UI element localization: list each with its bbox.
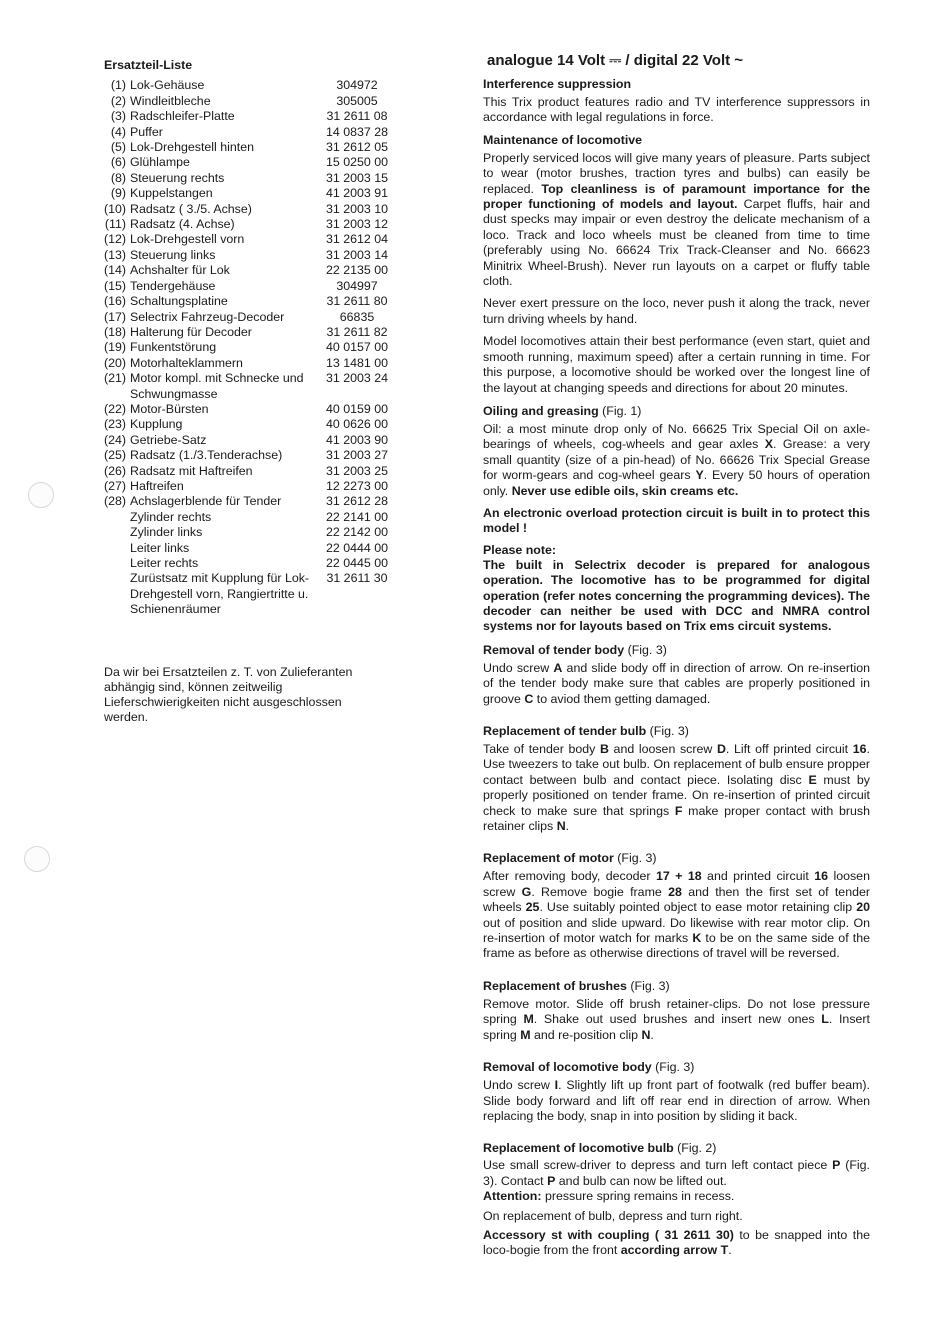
text-accessory: Accessory st with coupling ( 31 2611 30) to be snapped into the loco-bogie from the front according arrow T. [483, 1227, 870, 1258]
part-name: Motor kompl. mit Schnecke und Schwungmasse [130, 371, 304, 401]
heading-tender-bulb: Replacement of tender bulb (Fig. 3) [483, 724, 689, 738]
part-name: Leiter links [130, 540, 190, 555]
parts-row [100, 248, 400, 263]
part-name: Radschleifer-Platte [130, 109, 235, 124]
parts-row [100, 109, 400, 124]
section-oiling [483, 403, 870, 499]
part-number: (15) [103, 278, 126, 293]
part-code: 31 2003 15 [325, 170, 388, 185]
part-code: 22 2135 00 [325, 263, 388, 278]
supply-note: Da wir bei Ersatzteilen z. T. von Zulieferanten abhängig sind, können zeitweilig Lieferschwierigkeiten nicht ausgeschlossen werden. [104, 664, 353, 724]
part-code: 31 2003 27 [325, 448, 388, 463]
section-tender-bulb [483, 723, 870, 834]
part-code: 40 0157 00 [325, 340, 388, 355]
part-name: Steuerung rechts [130, 170, 225, 185]
heading-brushes: Replacement of brushes (Fig. 3) [483, 978, 670, 993]
heading-oiling: Oiling and greasing (Fig. 1) [483, 403, 642, 418]
part-name: Achshalter für Lok [130, 263, 230, 278]
part-code: 22 0445 00 [325, 556, 388, 570]
part-number: (21) [103, 371, 126, 386]
part-code: 31 2611 30 [326, 571, 388, 586]
part-code: 22 2141 00 [325, 509, 388, 524]
part-name: Motorhalteklammern [130, 355, 243, 370]
part-number: (2) [110, 93, 126, 108]
parts-list-column [100, 58, 400, 725]
part-number: (28) [103, 494, 126, 509]
text-loco-body: Undo screw I. Slightly lift up front part of footwalk (red buffer beam). Slide body forward and lift off rear end in direction of arrow. When replacing the body, snap in into position by sliding it back. [483, 1078, 870, 1123]
part-code: 31 2611 08 [326, 109, 388, 124]
section-maintenance [483, 132, 870, 396]
part-number: (9) [110, 186, 126, 201]
part-code: 304972 [336, 78, 378, 93]
parts-row [100, 310, 400, 325]
part-name: Zurüstsatz mit Kupplung für Lok-Drehgestell vorn, Rangiertritte u. Schienenräumer [130, 571, 310, 617]
parts-row [100, 356, 400, 371]
part-name: Puffer [130, 124, 163, 139]
section-motor [483, 850, 870, 961]
part-name: Glühlampe [130, 155, 190, 170]
parts-row [100, 464, 400, 479]
part-code: 31 2003 24 [325, 371, 388, 386]
parts-row [100, 556, 400, 571]
parts-row [100, 232, 400, 247]
text-interference: This Trix product features radio and TV interference suppressors in accordance with legal regulations in force. [483, 95, 870, 125]
part-number: (11) [104, 217, 126, 232]
part-number: (25) [103, 448, 126, 463]
part-code: 22 2142 00 [325, 525, 388, 540]
part-number: (10) [103, 201, 126, 216]
part-number: (19) [103, 340, 126, 355]
section-overload [483, 506, 870, 537]
part-number: (5) [110, 140, 126, 155]
parts-row [100, 448, 400, 463]
part-number: (26) [103, 463, 126, 478]
part-code: 31 2003 14 [325, 247, 388, 262]
punch-hole-top [28, 482, 54, 508]
section-loco-bulb [483, 1140, 870, 1258]
parts-row [100, 525, 400, 540]
part-name: Selectrix Fahrzeug-Decoder [130, 309, 285, 324]
part-code: 31 2612 05 [325, 140, 388, 155]
part-number: (14) [103, 263, 126, 278]
parts-list [100, 78, 400, 617]
part-code: 41 2003 90 [325, 432, 388, 447]
instructions-column [483, 52, 870, 1259]
parts-list-title: Ersatzteil-Liste [104, 58, 193, 72]
part-code: 31 2611 80 [326, 294, 388, 309]
parts-row [100, 140, 400, 155]
part-number: (16) [103, 294, 126, 309]
section-tender-body [483, 642, 870, 707]
section-interference [483, 76, 870, 126]
part-code: 66835 [339, 309, 375, 324]
parts-row [100, 78, 400, 93]
heading-please-note: Please note: [483, 542, 556, 557]
text-loco-bulb: Use small screw-driver to depress and turn left contact piece P (Fig. 3). Contact P and bulb can now be lifted out. Attention: pressure spring remains in recess. [483, 1158, 871, 1204]
part-number: (8) [110, 170, 126, 185]
part-code: 31 2003 25 [325, 463, 388, 478]
text-oiling: Oil: a most minute drop only of No. 66625 Trix Special Oil on axle-bearings of wheels, cog-wheels and gear axles X. Grease: a very small quantity (size of a pin-head) of No. 66626 Trix Special Grease for worm-gears and cog-wheel gears Y. Every 50 hours of operation only. Never use edible oils, skin creams etc. [483, 421, 870, 498]
part-code: 31 2003 12 [325, 217, 388, 232]
part-name: Steuerung links [130, 247, 216, 262]
parts-row [100, 417, 400, 432]
part-name: Kupplung [130, 417, 183, 432]
part-code: 41 2003 91 [325, 186, 388, 201]
part-name: Lok-Drehgestell vorn [130, 232, 245, 247]
part-number: (23) [103, 417, 126, 432]
text-please-note: The built in Selectrix decoder is prepared for analogous operation. The locomotive has to be programmed for digital operation (refer notes concerning the programming devices). The decoder can neither be used with DCC and NMRA control systems nor for layouts based on Trix ems circuit systems. [483, 557, 870, 634]
parts-row [100, 340, 400, 355]
part-name: Radsatz (4. Achse) [130, 217, 235, 232]
part-code: 305005 [336, 93, 378, 108]
parts-row [100, 294, 400, 309]
part-name: Radsatz mit Haftreifen [130, 463, 253, 478]
heading-interference: Interference suppression [483, 77, 632, 91]
parts-row [100, 325, 400, 340]
parts-row [100, 217, 400, 232]
part-name: Lok-Gehäuse [130, 78, 205, 93]
part-code: 31 2612 28 [325, 494, 388, 509]
parts-row [100, 155, 400, 170]
parts-row [100, 94, 400, 109]
parts-row [100, 371, 400, 402]
part-number: (18) [103, 324, 126, 339]
section-loco-body [483, 1059, 870, 1124]
part-code: 13 1481 00 [325, 355, 388, 370]
part-name: Zylinder rechts [130, 509, 212, 524]
part-number: (4) [110, 124, 126, 139]
part-code: 15 0250 00 [325, 155, 388, 170]
part-name: Haftreifen [130, 478, 184, 493]
parts-row [100, 571, 400, 617]
text-tender-body: Undo screw A and slide body off in direction of arrow. On re-insertion of the tender body make sure that cables are properly positioned in groove C to aviod them getting damaged. [483, 660, 870, 706]
part-name: Leiter rechts [130, 556, 199, 570]
heading-loco-bulb: Replacement of locomotive bulb (Fig. 2) [483, 1141, 717, 1156]
part-number: (12) [103, 232, 126, 247]
part-number: (20) [103, 355, 126, 370]
part-name: Halterung für Decoder [130, 324, 252, 339]
part-name: Zylinder links [130, 525, 203, 540]
parts-row [100, 263, 400, 278]
part-name: Radsatz (1./3.Tenderachse) [130, 448, 283, 463]
voltage-title: analogue 14 Volt ⎓ / digital 22 Volt ~ [487, 52, 744, 69]
text-maintenance-2: Never exert pressure on the loco, never push it along the track, never turn driving wheels by hand. [483, 296, 870, 326]
part-name: Tendergehäuse [130, 278, 216, 293]
part-name: Windleitbleche [130, 93, 211, 108]
section-brushes [483, 978, 870, 1043]
parts-row [100, 433, 400, 448]
part-code: 12 2273 00 [325, 478, 388, 493]
part-number: (22) [103, 401, 126, 416]
heading-maintenance: Maintenance of locomotive [483, 132, 643, 147]
part-number: (17) [103, 309, 126, 324]
part-code: 31 2003 10 [325, 201, 388, 216]
part-code: 304997 [336, 278, 378, 293]
part-name: Achslagerblende für Tender [130, 494, 282, 509]
text-maintenance-3: Model locomotives attain their best performance (even start, quiet and smooth running, maximum speed) after a certain running in time. For this purpose, a locomotive should be worked over the longest line of the layout at changing speeds and directions for about 20 minutes. [483, 334, 870, 395]
parts-row [100, 171, 400, 186]
parts-row [100, 510, 400, 525]
parts-row [100, 402, 400, 417]
heading-motor: Replacement of motor (Fig. 3) [483, 851, 657, 866]
part-name: Motor-Bürsten [130, 401, 209, 416]
part-name: Getriebe-Satz [130, 432, 207, 447]
text-loco-bulb-replace: On replacement of bulb, depress and turn right. [483, 1208, 743, 1223]
part-number: (13) [103, 247, 126, 262]
part-number: (27) [103, 478, 126, 493]
parts-row [100, 186, 400, 201]
part-number: (3) [110, 109, 126, 124]
part-name: Lok-Drehgestell hinten [130, 140, 254, 155]
part-code: 31 2612 04 [325, 232, 388, 247]
part-name: Radsatz ( 3./5. Achse) [130, 201, 252, 216]
parts-row [100, 125, 400, 140]
text-brushes: Remove motor. Slide off brush retainer-clips. Do not lose pressure spring M. Shake out used brushes and insert new ones L. Insert spring M and re-position clip N. [483, 996, 870, 1042]
part-number: (6) [110, 155, 126, 170]
part-code: 22 0444 00 [325, 540, 388, 555]
heading-tender-body: Removal of tender body (Fig. 3) [483, 642, 667, 657]
parts-row [100, 479, 400, 494]
text-overload: An electronic overload protection circuit is built in to protect this model ! [483, 505, 870, 536]
text-maintenance-1: Properly serviced locos will give many years of pleasure. Parts subject to wear (motor brushes, traction tyres and bulbs) can easily be replaced. Top cleanliness is of paramount importance for the proper functioning of models and layout. Carpet fluffs, hair and dust specks may impair or even destroy the delicate mechanism of a loco. Track and loco wheels must be cleaned from time to time (preferably using No. 66624 Trix Track-Cleanser and No. 66623 Minitrix Wheel-Brush). Never run layouts on a carpet or fluffy table cloth. [483, 150, 870, 289]
heading-loco-body: Removal of locomotive body (Fig. 3) [483, 1060, 695, 1075]
parts-row [100, 494, 400, 509]
part-name: Kuppelstangen [130, 186, 213, 201]
parts-row [100, 279, 400, 294]
text-tender-bulb: Take of tender body B and loosen screw D. Lift off printed circuit 16. Use tweezers to take out bulb. On replacement of bulb ensure propper contact between bulb and contact piece. Isolating disc E must by properly positioned on tender frame. On re-insertion of printed circuit check to make sure that springs F make proper contact with brush retainer clips N. [483, 742, 870, 834]
part-name: Funkentstörung [130, 340, 217, 355]
part-number: (1) [110, 78, 126, 93]
part-code: 14 0837 28 [325, 124, 388, 139]
part-code: 31 2611 82 [326, 324, 388, 339]
part-number: (24) [103, 432, 126, 447]
part-code: 40 0626 00 [325, 417, 388, 432]
punch-hole-bottom [24, 846, 50, 872]
part-name: Schaltungsplatine [130, 294, 228, 309]
parts-row [100, 202, 400, 217]
parts-row [100, 541, 400, 556]
section-please-note [483, 542, 870, 635]
text-motor: After removing body, decoder 17 + 18 and printed circuit 16 loosen screw G. Remove bogie frame 28 and then the first set of tender wheels 25. Use suitably pointed object to ease motor retaining clip 20 out of position and slide upward. Do likewise with rear motor clip. On re-insertion of motor watch for marks K to be on the same side of the frame as before as otherwise directions of travel will be reversed. [483, 869, 870, 961]
part-code: 40 0159 00 [325, 401, 388, 416]
